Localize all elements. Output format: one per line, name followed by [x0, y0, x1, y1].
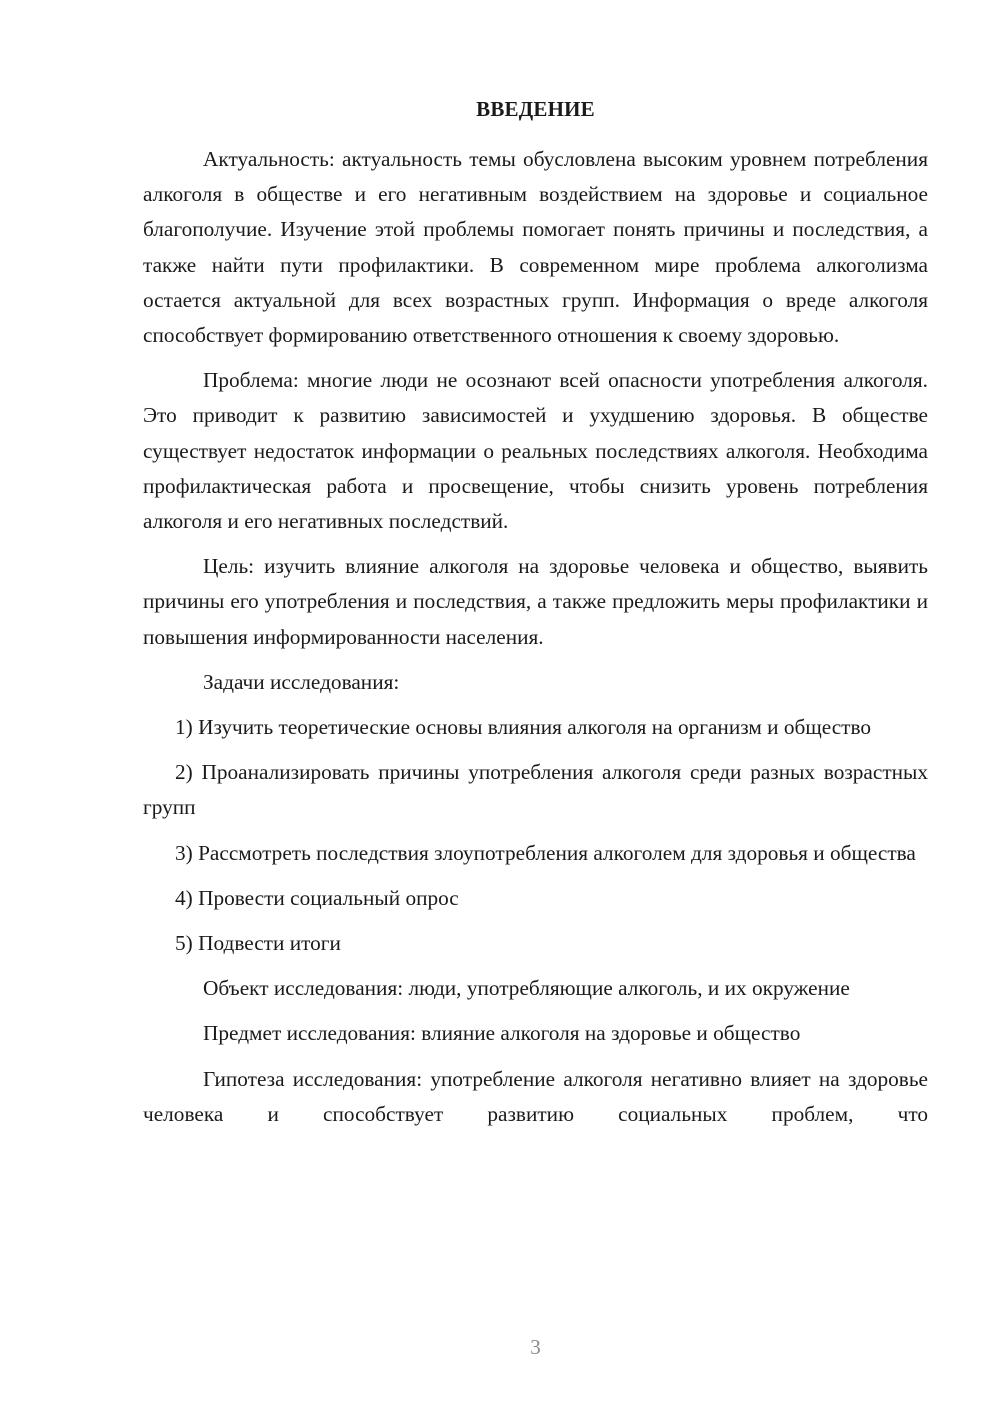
- section-heading: ВВЕДЕНИЕ: [476, 97, 595, 121]
- task-item: 4) Провести социальный опрос: [175, 885, 459, 910]
- task-item: 5) Подвести итоги: [175, 931, 341, 956]
- relevance-paragraph: Актуальность: актуальность темы обусловлена высоким уровнем потребления алкоголя в обществе и его негативным воздействием на здоровье и социальное благополучие. Изучение этой проблемы помогает понять причины и последствия, а также найти пути профилактики. В современном мире проблема алкоголизма остается актуальной для всех возрастных групп. Информация о вреде алкоголя способствует формированию ответственного отношения к своему здоровью.: [143, 147, 928, 348]
- tasks-title: Задачи исследования:: [203, 669, 400, 694]
- subject-paragraph: Предмет исследования: влияние алкоголя на здоровье и общество: [203, 1021, 801, 1046]
- hypothesis-paragraph: Гипотеза исследования: употребление алкоголя негативно влияет на здоровье человека и способствует развитию социальных проблем, что: [143, 1066, 928, 1126]
- goal-paragraph: Цель: изучить влияние алкоголя на здоровье человека и общество, выявить причины его употребления и последствия, а также предложить меры профилактики и повышения информированности населения.: [143, 554, 928, 649]
- problem-paragraph: Проблема: многие люди не осознают всей опасности употребления алкоголя. Это приводит к развитию зависимостей и ухудшению здоровья. В обществе существует недостаток информации о реальных последствиях алкоголя. Необходима профилактическая работа и просвещение, чтобы снизить уровень потребления алкоголя и его негативных последствий.: [143, 368, 928, 534]
- task-item: 3) Рассмотреть последствия злоупотребления алкоголем для здоровья и общества: [175, 840, 916, 865]
- document-body: [143, 142, 928, 1142]
- object-paragraph: Объект исследования: люди, употребляющие алкоголь, и их окружение: [203, 976, 850, 1001]
- task-item: 2) Проанализировать причины употребления алкоголя среди разных возрастных групп: [143, 760, 928, 820]
- task-item: 1) Изучить теоретические основы влияния алкоголя на организм и общество: [175, 715, 872, 740]
- page-number: 3: [530, 1335, 541, 1359]
